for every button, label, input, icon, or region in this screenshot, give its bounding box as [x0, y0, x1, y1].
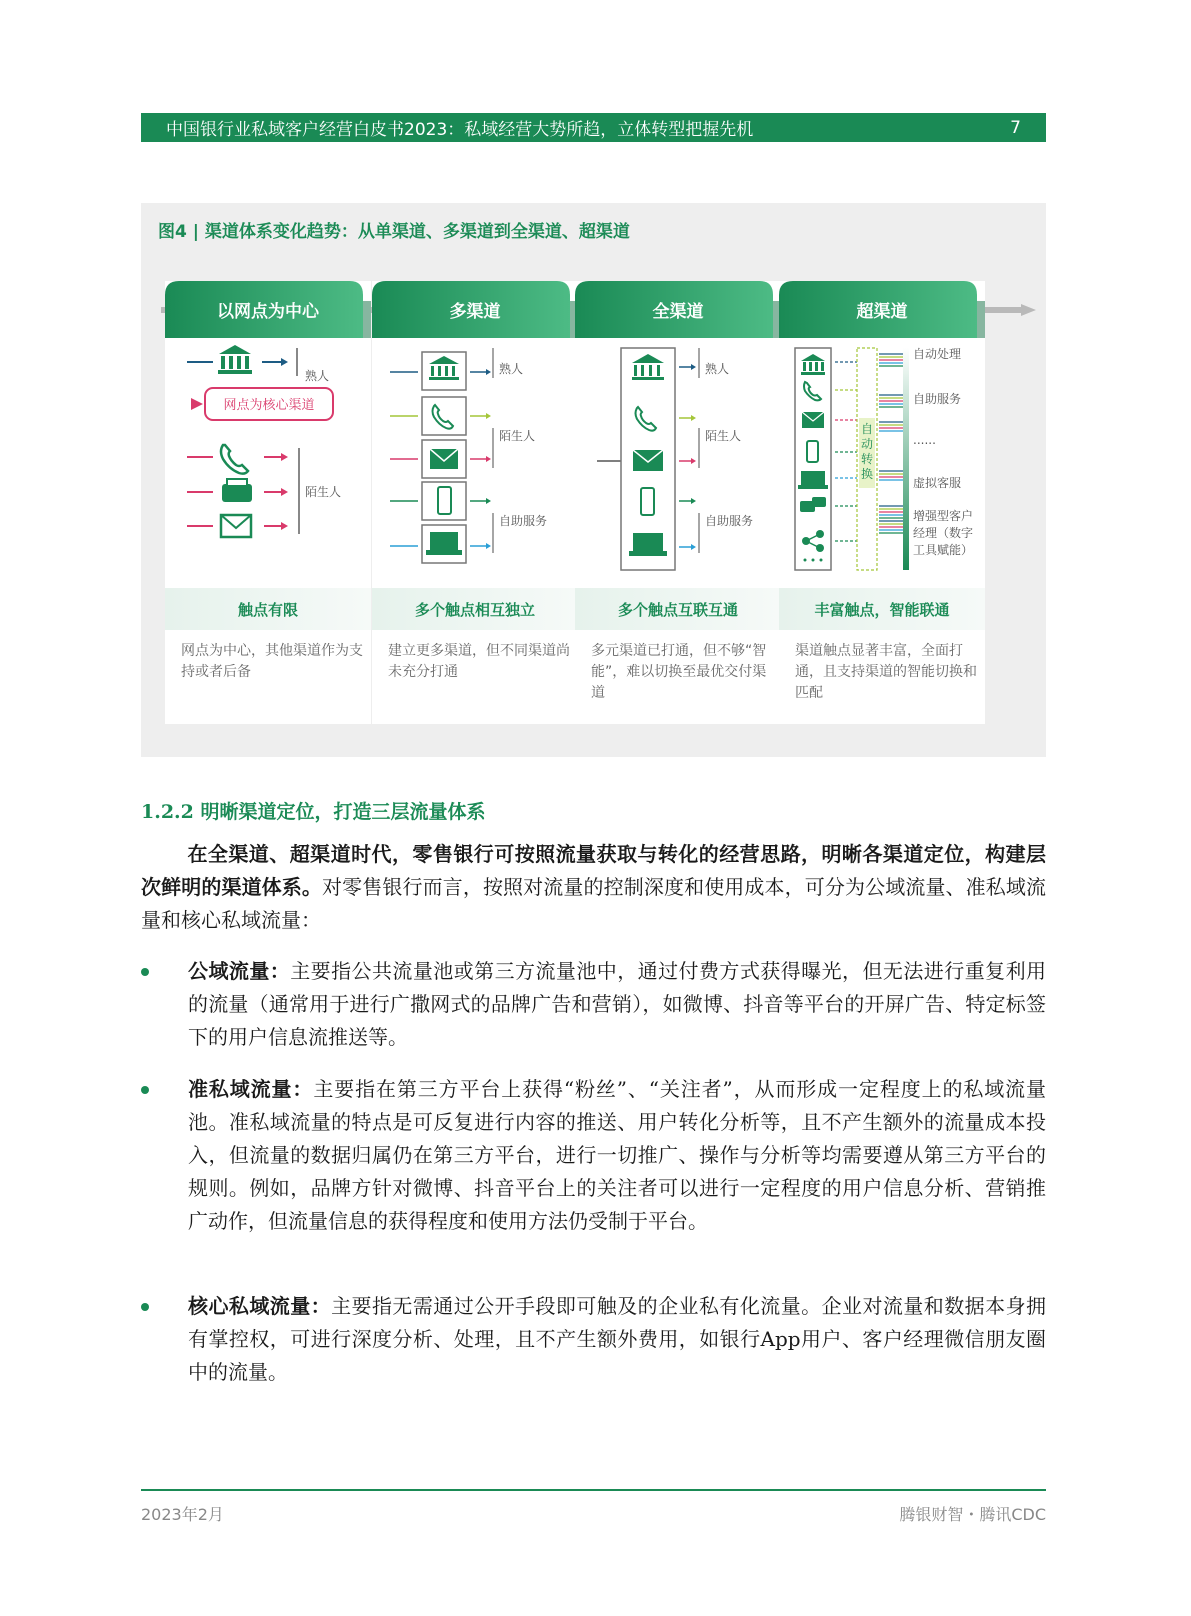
diagram-multi-channel	[372, 338, 578, 588]
column-subtitle: 丰富触点，智能联通	[779, 588, 985, 630]
label-self-service: 自助服务	[705, 514, 754, 528]
column-description: 多元渠道已打通，但不够“智能”，难以切换至最优交付渠道	[591, 643, 767, 701]
intro-paragraph	[141, 838, 1046, 937]
bullet-icon	[141, 968, 149, 976]
footer-divider	[141, 1489, 1046, 1491]
core-channel-callout	[191, 388, 333, 420]
auto-switch-char: 自	[860, 422, 874, 436]
bullet-icon	[141, 1086, 149, 1094]
mail-icon	[802, 412, 824, 428]
section-heading: 1.2.2 明晰渠道定位，打造三层流量体系	[141, 801, 486, 823]
bullet-body: 主要指在第三方平台上获得“粉丝”、“关注者”，从而形成一定程度上的私域流量池。准私域流量的特点是可反复进行内容的推送、用户转化分析等，且不产生额外的流量成本投入，但流量的数据归属仍在第三方平台，进行一切推广、操作与分析等均需要遵从第三方平台的规则。例如，品牌方针对微博、抖音平台上的关注者可以进行一定程度的用户信息分析、营销推广动作，但流量信息的获得程度和使用方法仍受制于平台。	[188, 1077, 1047, 1233]
diagram-super-channel	[779, 338, 985, 588]
bullet-term: 准私域流量：	[188, 1077, 314, 1101]
bullet-term: 核心私域流量：	[188, 1294, 332, 1318]
label-acquaintance: 熟人	[705, 362, 730, 376]
label-self-service: 自助服务	[913, 392, 962, 406]
column-subtitle: 多个触点互联互通	[575, 588, 781, 630]
intro-bold: 在全渠道、超渠道时代，零售银行可按照流量获取与转化的经营思路，明晰各渠道定位，构建层次鲜明的渠道体系。	[141, 842, 1046, 899]
column-description: 建立更多渠道，但不同渠道尚未充分打通	[388, 643, 570, 680]
intro-text: 对零售银行而言，按照对流量的控制深度和使用成本，可分为公域流量、准私域流量和核心私域流量：	[141, 875, 1047, 932]
column-header: 超渠道	[856, 302, 908, 322]
label-acquaintance: 熟人	[499, 362, 524, 376]
auto-switch-char: 动	[860, 437, 874, 451]
column-branch-centered	[165, 281, 371, 724]
callout-label: 网点为核心渠道	[223, 398, 315, 413]
diagram-omni-channel	[575, 338, 781, 588]
bullet-term: 公域流量：	[188, 959, 291, 983]
footer-date: 2023年2月	[141, 1505, 224, 1524]
mobile-icon	[390, 482, 491, 520]
figure-channel-trend	[141, 203, 1046, 757]
auto-switch-char: 转	[860, 452, 874, 466]
phone-icon	[187, 445, 288, 474]
diagram-branch-centered	[165, 338, 371, 588]
column-subtitle: 触点有限	[165, 588, 371, 630]
bullet-body: 主要指无需通过公开手段即可触及的企业私有化流量。企业对流量和数据本身拥有掌控权，可进行深度分析、处理，且不产生额外费用，如银行App用户、客户经理微信朋友圈中的流量。	[188, 1294, 1047, 1384]
mail-icon	[633, 450, 663, 471]
column-description: 渠道触点显著丰富，全面打通，且支持渠道的智能切换和匹配	[795, 643, 977, 701]
label-acquaintance: 熟人	[305, 369, 330, 383]
auto-switch-char: 换	[860, 467, 874, 481]
label-stranger: 陌生人	[705, 429, 742, 443]
fax-icon	[187, 479, 288, 502]
mail-icon	[390, 440, 491, 478]
laptop-icon	[798, 471, 828, 489]
column-subtitle: 多个触点相互独立	[372, 588, 578, 630]
laptop-icon	[390, 525, 491, 563]
bullet-body: 主要指公共流量池或第三方流量池中，通过付费方式获得曝光，但无法进行重复利用的流量（通常用于进行广撒网式的品牌广告和营销），如微博、抖音等平台的开屏广告、特定标签下的用户信息流推送等。	[188, 959, 1047, 1049]
column-header: 多渠道	[449, 302, 501, 322]
column-header: 全渠道	[652, 302, 704, 322]
label-stranger: 陌生人	[499, 429, 536, 443]
label-self-service: 自助服务	[499, 514, 548, 528]
bank-icon	[187, 345, 288, 374]
column-multi-channel	[372, 281, 578, 724]
column-omni-channel	[575, 281, 781, 724]
document-title: 中国银行业私域客户经营白皮书2023：私域经营大势所趋，立体转型把握先机	[166, 120, 754, 140]
bank-icon	[390, 352, 491, 390]
bullet-icon	[141, 1303, 149, 1311]
label-ellipsis: ......	[913, 433, 936, 447]
phone-icon	[390, 397, 491, 435]
label-enhanced-manager-3: 工具赋能）	[913, 543, 974, 557]
page-number: 7	[1010, 117, 1021, 138]
label-enhanced-manager-2: 经理（数字	[913, 526, 974, 540]
column-header: 以网点为中心	[217, 302, 319, 322]
laptop-icon	[629, 533, 667, 556]
column-description: 网点为中心，其他渠道作为支持或者后备	[181, 643, 363, 680]
mail-icon	[187, 515, 288, 537]
label-virtual-agent: 虚拟客服	[913, 476, 962, 490]
label-auto-processing: 自动处理	[913, 347, 962, 361]
label-enhanced-manager-1: 增强型客户	[913, 509, 974, 523]
footer-publisher: 腾银财智・腾讯CDC	[899, 1505, 1046, 1524]
header-bar	[141, 113, 1046, 142]
column-super-channel	[779, 281, 985, 724]
label-stranger: 陌生人	[305, 485, 342, 499]
figure-title: 图4 | 渠道体系变化趋势：从单渠道、多渠道到全渠道、超渠道	[158, 222, 630, 242]
